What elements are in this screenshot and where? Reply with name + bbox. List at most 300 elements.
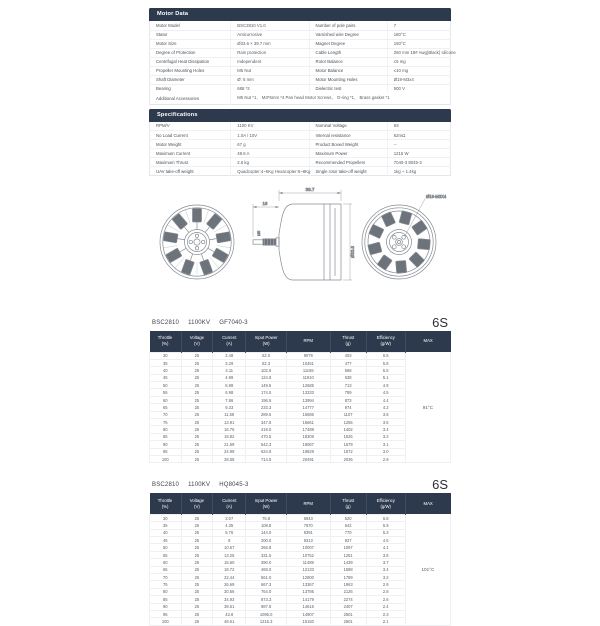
table-row — [150, 551, 451, 558]
motor-data-table — [149, 21, 456, 105]
cell-throttle: 30 — [150, 514, 182, 521]
spec-row — [150, 48, 451, 57]
cell-current: 30.56 — [213, 588, 246, 595]
max-temp-cell — [405, 455, 450, 462]
cell-thrust: 403 — [330, 352, 366, 359]
cell-input-power: 667.3 — [246, 581, 287, 588]
spec-row — [150, 39, 451, 48]
max-temp-cell — [405, 374, 450, 381]
cell-thrust: 2501 — [330, 610, 366, 617]
spec-label: Stator — [150, 30, 231, 39]
spec-label: Motor Model — [150, 21, 231, 30]
spec-label: Number of pole pairs — [309, 21, 387, 30]
cell-current: 2.48 — [213, 352, 246, 359]
cell-input-power: 873.3 — [246, 596, 287, 603]
spec-row — [150, 30, 451, 39]
cell-input-power: 108.8 — [246, 522, 287, 529]
cell-thrust: 1439 — [330, 559, 366, 566]
spec-row — [150, 66, 451, 75]
spec-value: ≤10 mg — [387, 66, 450, 75]
cell-voltage: 25 — [181, 529, 213, 536]
battery-label: 6S — [432, 477, 448, 493]
cell-efficiency: 3.8 — [366, 551, 405, 558]
spec-value: BSC2810 V1.0 — [231, 21, 309, 30]
cell-input-power: 542.3 — [246, 441, 287, 448]
cell-input-power: 196.5 — [246, 396, 287, 403]
spec-label: Product Boxed Weight — [309, 140, 387, 149]
table-row — [150, 596, 451, 603]
cell-efficiency: 2.1 — [366, 618, 405, 625]
cell-efficiency: 4.1 — [366, 544, 405, 551]
cell-current: 15.60 — [213, 559, 246, 566]
test-table-1-header-row — [150, 331, 451, 352]
cell-throttle: 80 — [150, 588, 182, 595]
cell-current: 34.93 — [213, 596, 246, 603]
spec-row — [150, 131, 451, 140]
cell-input-power: 764.0 — [246, 588, 287, 595]
spec-value: -- — [387, 140, 450, 149]
spec-label: Degree of Protection — [150, 48, 231, 57]
cell-throttle: 70 — [150, 411, 182, 418]
specifications-rows — [150, 122, 451, 176]
max-temp-cell — [405, 588, 450, 595]
column-header: Throttle (%) — [150, 493, 182, 514]
cell-thrust: 638 — [330, 374, 366, 381]
cell-thrust: 2126 — [330, 588, 366, 595]
cell-throttle: 70 — [150, 573, 182, 580]
cell-rpm: 14615 — [286, 603, 330, 610]
cell-input-power: 76.8 — [246, 514, 287, 521]
cell-thrust: 1251 — [330, 551, 366, 558]
table-row — [150, 433, 451, 440]
cell-thrust: 1255 — [330, 419, 366, 426]
cell-efficiency: 3.7 — [366, 559, 405, 566]
cell-efficiency: 2.4 — [366, 603, 405, 610]
cell-throttle: 90 — [150, 603, 182, 610]
cell-thrust: 974 — [330, 404, 366, 411]
spec-row — [150, 140, 451, 149]
table-row — [150, 426, 451, 433]
cell-throttle: 95 — [150, 448, 182, 455]
spec-value: 7 — [387, 21, 450, 30]
spec-value: 180°C — [387, 30, 450, 39]
max-temp-cell — [405, 426, 450, 433]
max-temp-cell — [405, 551, 450, 558]
table-row — [150, 404, 451, 411]
cell-voltage: 25 — [181, 389, 213, 396]
spec-label: Shaft Diameter — [150, 75, 231, 84]
spec-label: Centrifugal Heat Dissipation — [150, 57, 231, 66]
cell-voltage: 25 — [181, 522, 213, 529]
spec-label: Motor Size — [150, 39, 231, 48]
cell-efficiency: 3.2 — [366, 573, 405, 580]
spec-row — [150, 84, 451, 93]
column-header: Input Power (W) — [246, 331, 287, 352]
spec-label: Maximum Thrust — [150, 158, 231, 167]
cell-current: 24.99 — [213, 448, 246, 455]
cell-voltage: 25 — [181, 551, 213, 558]
cell-throttle: 60 — [150, 559, 182, 566]
column-header: Current (A) — [213, 493, 246, 514]
cell-thrust: 1679 — [330, 441, 366, 448]
specifications-section — [149, 109, 451, 177]
spec-value: 500 V — [393, 86, 405, 92]
cell-throttle: 40 — [150, 367, 182, 374]
cell-current: 39.51 — [213, 603, 246, 610]
max-temp-cell — [405, 359, 450, 366]
max-temp-cell — [405, 419, 450, 426]
cell-current: 9.33 — [213, 404, 246, 411]
cell-input-power: 470.5 — [246, 433, 287, 440]
spec-label: Propeller Mounting Holes — [150, 66, 231, 75]
spec-value: 67 g — [231, 140, 309, 149]
cell-rpm: 6943 — [286, 514, 330, 521]
cell-thrust: 520 — [330, 514, 366, 521]
cell-voltage: 25 — [181, 396, 213, 403]
table-row — [150, 441, 451, 448]
spec-row — [150, 167, 451, 176]
table-row — [150, 455, 451, 462]
cell-current: 13.91 — [213, 419, 246, 426]
max-temp-cell — [405, 448, 450, 455]
max-temp-cell — [405, 544, 450, 551]
spec-value: 1kg ~ 1.4kg — [393, 168, 417, 174]
cell-voltage: 25 — [181, 404, 213, 411]
cell-current: 3.07 — [213, 514, 246, 521]
specifications-table — [149, 122, 451, 177]
cell-efficiency: 5.8 — [366, 359, 405, 366]
cell-efficiency: 2.9 — [366, 581, 405, 588]
column-header: Thrust (g) — [330, 331, 366, 352]
cell-voltage: 25 — [181, 603, 213, 610]
cell-voltage: 25 — [181, 441, 213, 448]
cell-throttle: 65 — [150, 566, 182, 573]
cell-voltage: 25 — [181, 559, 213, 566]
test-table-1-section — [149, 311, 451, 463]
table-row — [150, 618, 451, 625]
table-row — [150, 559, 451, 566]
spec-row — [150, 21, 451, 30]
cell-rpm: 14179 — [286, 596, 330, 603]
max-temp-cell — [405, 573, 450, 580]
test-table-1-body — [150, 352, 451, 463]
spec-label: Cable Length — [309, 48, 387, 57]
column-header: Input Power (W) — [246, 493, 287, 514]
cell-thrust: 2036 — [330, 455, 366, 462]
max-temp-cell — [405, 382, 450, 389]
max-temp-cell — [405, 537, 450, 544]
cell-voltage: 25 — [181, 581, 213, 588]
test-table-2-title — [152, 473, 258, 491]
cell-input-power: 1215.3 — [246, 618, 287, 625]
cell-input-power: 62.0 — [246, 352, 287, 359]
table-row — [150, 382, 451, 389]
spec-label: Rotor Balance — [309, 57, 387, 66]
cell-input-power: 233.3 — [246, 404, 287, 411]
cell-current: 8 — [213, 537, 246, 544]
spec-label: No Load Current — [150, 131, 231, 140]
column-header: Efficiency (g/W) — [366, 493, 405, 514]
cell-rpm: 20491 — [286, 455, 330, 462]
cell-current: 22.44 — [213, 573, 246, 580]
cell-rpm: 14907 — [286, 610, 330, 617]
cell-input-power: 82.3 — [246, 359, 287, 366]
cell-thrust: 1872 — [330, 448, 366, 455]
cell-rpm: 10007 — [286, 544, 330, 551]
cell-throttle: 75 — [150, 581, 182, 588]
cell-current: 4.11 — [213, 367, 246, 374]
spec-value: 1.0A / 10V — [231, 131, 309, 140]
table-row — [150, 566, 451, 573]
cell-throttle: 60 — [150, 396, 182, 403]
shaft-thread-label: M5 — [257, 230, 261, 236]
cell-thrust: 2274 — [330, 596, 366, 603]
cell-throttle: 100 — [150, 618, 182, 625]
cell-rpm: 14777 — [286, 404, 330, 411]
cell-throttle: 75 — [150, 419, 182, 426]
cell-thrust: 713 — [330, 382, 366, 389]
max-temp-cell — [405, 559, 450, 566]
max-temp-cell: 91°C — [405, 404, 450, 411]
spec-value: 7040-3 8045-3 — [387, 158, 450, 167]
cell-thrust: 873 — [330, 396, 366, 403]
max-temp-cell — [405, 367, 450, 374]
cell-rpm: 9079 — [286, 352, 330, 359]
table-row — [150, 537, 451, 544]
cell-throttle: 80 — [150, 426, 182, 433]
cell-thrust: 642 — [330, 522, 366, 529]
propeller-label: HQ8045-3 — [219, 482, 249, 489]
cell-voltage: 25 — [181, 433, 213, 440]
test-table-1-title — [152, 311, 257, 329]
column-header: Voltage (V) — [181, 331, 213, 352]
cell-efficiency: 5.5 — [366, 367, 405, 374]
cell-voltage: 25 — [181, 352, 213, 359]
cell-thrust: 2407 — [330, 603, 366, 610]
cell-efficiency: 3.4 — [366, 566, 405, 573]
cell-current: 10.67 — [213, 544, 246, 551]
spec-value: Anticorrosive — [231, 30, 309, 39]
max-temp-cell — [405, 396, 450, 403]
cell-thrust: 1097 — [330, 544, 366, 551]
dim-total-length: 39.7 — [305, 187, 315, 192]
cell-voltage: 25 — [181, 588, 213, 595]
cell-efficiency: 6.8 — [366, 514, 405, 521]
cell-efficiency: 4.6 — [366, 537, 405, 544]
max-temp-cell — [405, 433, 450, 440]
cell-rpm: 19067 — [286, 441, 330, 448]
cell-efficiency: 6.5 — [366, 352, 405, 359]
column-header: RPM — [286, 493, 330, 514]
cell-voltage: 25 — [181, 514, 213, 521]
cell-current: 18.82 — [213, 433, 246, 440]
cell-input-power: 624.8 — [246, 448, 287, 455]
cell-current: 5.76 — [213, 529, 246, 536]
column-header: RPM — [286, 331, 330, 352]
cell-throttle: 35 — [150, 359, 182, 366]
table-row — [150, 367, 451, 374]
cell-voltage: 25 — [181, 382, 213, 389]
cell-rpm: 10752 — [286, 551, 330, 558]
cell-input-power: 174.5 — [246, 389, 287, 396]
cell-input-power: 714.5 — [246, 455, 287, 462]
cell-throttle: 85 — [150, 596, 182, 603]
spec-value: Independent — [231, 57, 309, 66]
table-row — [150, 411, 451, 418]
cell-voltage: 25 — [181, 419, 213, 426]
table-row — [150, 522, 451, 529]
cell-efficiency: 2.3 — [366, 610, 405, 617]
cell-rpm: 13785 — [286, 588, 330, 595]
max-temp-cell — [405, 441, 450, 448]
cell-efficiency: 5.1 — [366, 374, 405, 381]
cell-voltage: 25 — [181, 359, 213, 366]
spec-label: Varnished wire Degree — [309, 30, 387, 39]
spec-value: Quadcopter:4~5Kg Hexacopter:6~8Kg — [231, 167, 309, 176]
table-row — [150, 359, 451, 366]
spec-row — [150, 75, 451, 84]
cell-current: 6.98 — [213, 389, 246, 396]
test-table-2-titlebar — [149, 473, 451, 491]
spec-value: 6S — [387, 122, 450, 131]
spec-value: 62mΩ — [387, 131, 450, 140]
motor-model-label: BSC2810 — [152, 482, 180, 489]
cell-thrust: 1402 — [330, 426, 366, 433]
cell-input-power: 1095.0 — [246, 610, 287, 617]
cell-current: 43.8 — [213, 610, 246, 617]
spec-row — [150, 158, 451, 167]
cell-throttle: 40 — [150, 529, 182, 536]
cell-voltage: 25 — [181, 573, 213, 580]
cell-throttle: 45 — [150, 537, 182, 544]
cell-throttle: 55 — [150, 551, 182, 558]
cell-throttle: 90 — [150, 441, 182, 448]
kv-label: 1100KV — [188, 320, 211, 326]
cell-throttle: 35 — [150, 522, 182, 529]
spec-value: Rain protection — [231, 48, 309, 57]
cell-efficiency: 2.6 — [366, 596, 405, 603]
cell-throttle: 50 — [150, 382, 182, 389]
cell-efficiency: 2.8 — [366, 588, 405, 595]
cell-rpm: 12800 — [286, 573, 330, 580]
cell-efficiency: 3.0 — [366, 448, 405, 455]
mount-holes-label: Ø19-M3X4 — [426, 194, 447, 199]
table-row — [150, 529, 451, 536]
spec-label: Motor Balance — [309, 66, 387, 75]
cell-voltage: 25 — [181, 610, 213, 617]
cell-current: 11.58 — [213, 411, 246, 418]
cell-rpm: 8391 — [286, 529, 330, 536]
table-row — [150, 573, 451, 580]
cell-input-power: 347.8 — [246, 419, 287, 426]
cell-current: 4.35 — [213, 522, 246, 529]
cell-efficiency: 5.9 — [366, 522, 405, 529]
motor-drawing-svg — [149, 182, 451, 300]
accessories-value: M5 Nut *1、 M3*6mm *4 Pan head Motor Screws、 O-ring *1、 Brass gasket *1 — [237, 95, 390, 101]
battery-label: 6S — [432, 315, 448, 330]
cell-thrust: 2601 — [330, 618, 366, 625]
spec-value: 150°C — [387, 39, 450, 48]
cell-rpm: 11165 — [286, 367, 330, 374]
spec-label: RPM/V — [150, 122, 231, 131]
cell-voltage: 25 — [181, 411, 213, 418]
max-temp-cell: 101°C — [405, 566, 450, 573]
cell-voltage: 25 — [181, 596, 213, 603]
cell-voltage: 25 — [181, 448, 213, 455]
spec-label: Motor Mounting Holes — [309, 75, 387, 84]
cell-efficiency: 3.1 — [366, 441, 405, 448]
max-temp-cell — [405, 522, 450, 529]
max-temp-cell — [405, 529, 450, 536]
specifications-header: Specifications — [149, 109, 451, 122]
spec-value: 2.6 kg — [231, 158, 309, 167]
cell-rpm: 15150 — [286, 618, 330, 625]
cell-voltage: 25 — [181, 544, 213, 551]
cell-current: 13.26 — [213, 551, 246, 558]
cell-efficiency: 4.5 — [366, 389, 405, 396]
max-temp-cell — [405, 618, 450, 625]
cell-throttle: 55 — [150, 389, 182, 396]
dim-body-diameter: Ø33.6 — [350, 246, 355, 258]
cell-input-power: 266.8 — [246, 544, 287, 551]
column-header: Voltage (V) — [181, 493, 213, 514]
cell-throttle: 50 — [150, 544, 182, 551]
cell-voltage: 25 — [181, 374, 213, 381]
cell-thrust: 1107 — [330, 411, 366, 418]
cell-current: 48.61 — [213, 618, 246, 625]
table-row — [150, 581, 451, 588]
spec-value: 1100 KV — [231, 122, 309, 131]
cell-rpm: 11910 — [286, 374, 330, 381]
column-header: Current (A) — [213, 331, 246, 352]
cell-throttle: 65 — [150, 404, 182, 411]
cell-rpm: 17489 — [286, 426, 330, 433]
spec-value: Ø19-M3x4 — [387, 75, 450, 84]
max-temp-cell — [405, 603, 450, 610]
datasheet-page — [149, 0, 456, 626]
cell-throttle: 100 — [150, 455, 182, 462]
cell-thrust: 927 — [330, 537, 366, 544]
cell-rpm: 7670 — [286, 522, 330, 529]
cell-voltage: 25 — [181, 367, 213, 374]
cell-rpm: 13367 — [286, 581, 330, 588]
table-row — [150, 544, 451, 551]
motor-front-view-drawing — [160, 205, 234, 279]
cell-input-power: 561.0 — [246, 573, 287, 580]
table-row — [150, 610, 451, 617]
cell-efficiency: 5.3 — [366, 529, 405, 536]
test-table-2-body — [150, 514, 451, 625]
cell-thrust: 477 — [330, 359, 366, 366]
cell-efficiency: 3.6 — [366, 419, 405, 426]
accessories-row — [150, 93, 451, 104]
cell-input-power: 144.0 — [246, 529, 287, 536]
cell-input-power: 468.0 — [246, 566, 287, 573]
spec-value: 260 mm 18# Awg(Black) silicone — [387, 48, 450, 57]
cell-input-power: 419.0 — [246, 426, 287, 433]
cell-voltage: 25 — [181, 566, 213, 573]
cell-rpm: 9313 — [286, 537, 330, 544]
dim-shaft-length: 16 — [262, 201, 268, 206]
spec-label: Nominal Voltage — [309, 122, 387, 131]
spec-row — [150, 122, 451, 131]
spec-label: Internal resistance — [309, 131, 387, 140]
cell-thrust: 1526 — [330, 433, 366, 440]
test-table-2-header-row — [150, 493, 451, 514]
cell-input-power: 102.8 — [246, 367, 287, 374]
column-header: MAX — [405, 493, 450, 514]
table-row — [150, 396, 451, 403]
